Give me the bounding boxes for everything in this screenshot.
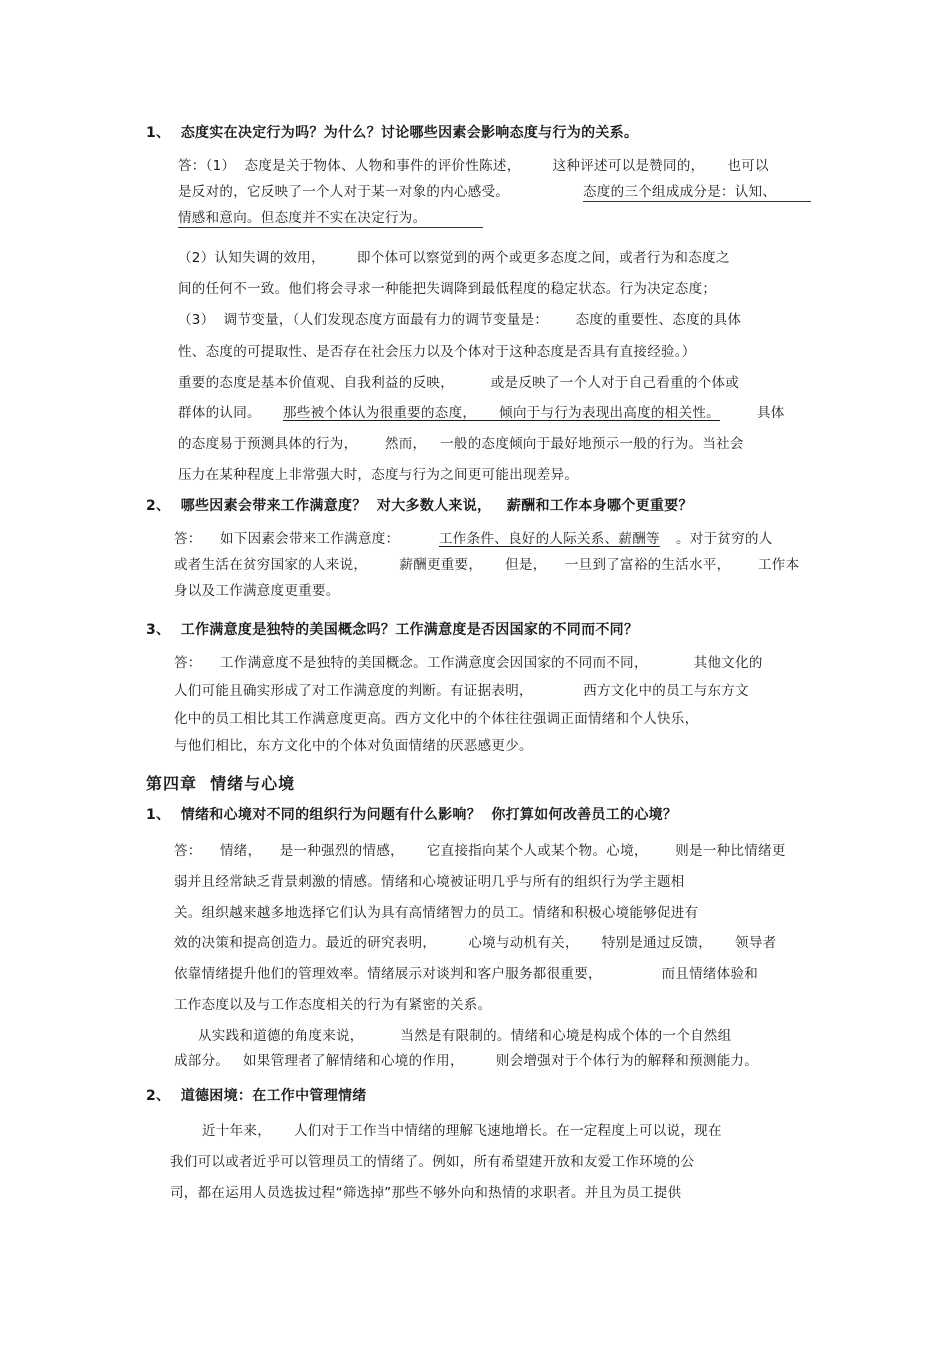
answer-line: 答： 情绪， 是一种强烈的情感， 它直接指向某个人或某个物。心境， 则是一种比情绪更	[174, 843, 786, 859]
answer-line: 化中的员工相比其工作满意度更高。西方文化中的个体往往强调正面情绪和个人快乐，	[174, 711, 699, 727]
answer-line: 司，都在运用人员选拔过程“筛选掉”那些不够外向和热情的求职者。并且为员工提供	[170, 1185, 682, 1201]
underline-rule	[178, 227, 483, 228]
underline-rule	[583, 201, 811, 202]
answer-line-underlined: 态度的三个组成成分是：认知、	[583, 184, 777, 200]
answer-line: 身以及工作满意度更重要。	[174, 583, 340, 599]
answer-line: 关。组织越来越多地选择它们认为具有高情绪智力的员工。情绪和积极心境能够促进有	[174, 905, 699, 921]
answer-line: 人们可能且确实形成了对工作满意度的判断。有证据表明， 西方文化中的员工与东方文	[174, 683, 749, 699]
question-2-title: 2、 哪些因素会带来工作满意度？ 对大多数人来说， 薪酬和工作本身哪个更重要？	[146, 498, 693, 514]
answer-line: 重要的态度是基本价值观、自我利益的反映， 或是反映了一个人对于自己看重的个体或	[178, 375, 740, 391]
answer-line: 是反对的，它反映了一个人对于某一对象的内心感受。	[178, 184, 510, 200]
answer-line-underlined: 那些被个体认为很重要的态度， 倾向于与行为表现出高度的相关性。	[283, 405, 720, 421]
answer-line: 性、态度的可提取性、是否存在社会压力以及个体对于这种态度是否具有直接经验。）	[178, 344, 696, 360]
answer-line: 依靠情绪提升他们的管理效率。情绪展示对谈判和客户服务都很重要， 而且情绪体验和	[174, 966, 759, 982]
answer-line: 。对于贫穷的人	[676, 531, 773, 547]
answer-line: 间的任何不一致。他们将会寻求一种能把失调降到最低程度的稳定状态。行为决定态度；	[178, 281, 717, 297]
answer-line: 成部分。 如果管理者了解情绪和心境的作用， 则会增强对于个体行为的解释和预测能力。	[174, 1053, 759, 1069]
answer-line: 与他们相比，东方文化中的个体对负面情绪的厌恶感更少。	[174, 738, 533, 754]
answer-line: （3） 调节变量，（人们发现态度方面最有力的调节变量是： 态度的重要性、态度的具体	[178, 312, 742, 328]
answer-line: 工作态度以及与工作态度相关的行为有紧密的关系。	[174, 997, 492, 1013]
answer-line: 或者生活在贫穷国家的人来说， 薪酬更重要， 但是， 一旦到了富裕的生活水平， 工作本	[174, 557, 800, 573]
answer-line: 压力在某种程度上非常强大时，态度与行为之间更可能出现差异。	[178, 467, 579, 483]
answer-line: 答： 如下因素会带来工作满意度：	[174, 531, 400, 547]
answer-line: 我们可以或者近乎可以管理员工的情绪了。例如，所有希望建开放和友爱工作环境的公	[170, 1154, 695, 1170]
chapter4-question-1-title: 1、 情绪和心境对不同的组织行为问题有什么影响？ 你打算如何改善员工的心境？	[146, 807, 678, 823]
answer-line: 近十年来， 人们对于工作当中情绪的理解飞速地增长。在一定程度上可以说，现在	[202, 1123, 722, 1139]
answer-line: 从实践和道德的角度来说， 当然是有限制的。情绪和心境是构成个体的一个自然组	[198, 1028, 732, 1044]
answer-line: 群体的认同。	[178, 405, 261, 421]
answer-line: 答： 工作满意度不是独特的美国概念。工作满意度会因国家的不同而不同， 其他文化的	[174, 655, 763, 671]
answer-line: 具体	[757, 405, 785, 421]
answer-line: 答：（1） 态度是关于物体、人物和事件的评价性陈述， 这种评述可以是赞同的， 也可以	[178, 158, 769, 174]
answer-line-underlined: 情感和意向。但态度并不实在决定行为。	[178, 210, 427, 226]
chapter4-question-2-title: 2、 道德困境：在工作中管理情绪	[146, 1088, 367, 1104]
question-3-title: 3、 工作满意度是独特的美国概念吗？工作满意度是否因国家的不同而不同？	[146, 622, 639, 638]
question-1-title: 1、 态度实在决定行为吗？为什么？讨论哪些因素会影响态度与行为的关系。	[146, 125, 639, 141]
answer-line: 效的决策和提高创造力。最近的研究表明， 心境与动机有关， 特别是通过反馈， 领导者	[174, 935, 777, 951]
answer-line: 弱并且经常缺乏背景刺激的情感。情绪和心境被证明几乎与所有的组织行为学主题相	[174, 874, 685, 890]
answer-line: 的态度易于预测具体的行为， 然而， 一般的态度倾向于最好地预示一般的行为。当社会	[178, 436, 744, 452]
answer-line-underlined: 工作条件、良好的人际关系、薪酬等	[439, 531, 660, 547]
answer-line: （2）认知失调的效用， 即个体可以察觉到的两个或更多态度之间，或者行为和态度之	[178, 250, 730, 266]
chapter-heading: 第四章 情绪与心境	[146, 774, 296, 793]
